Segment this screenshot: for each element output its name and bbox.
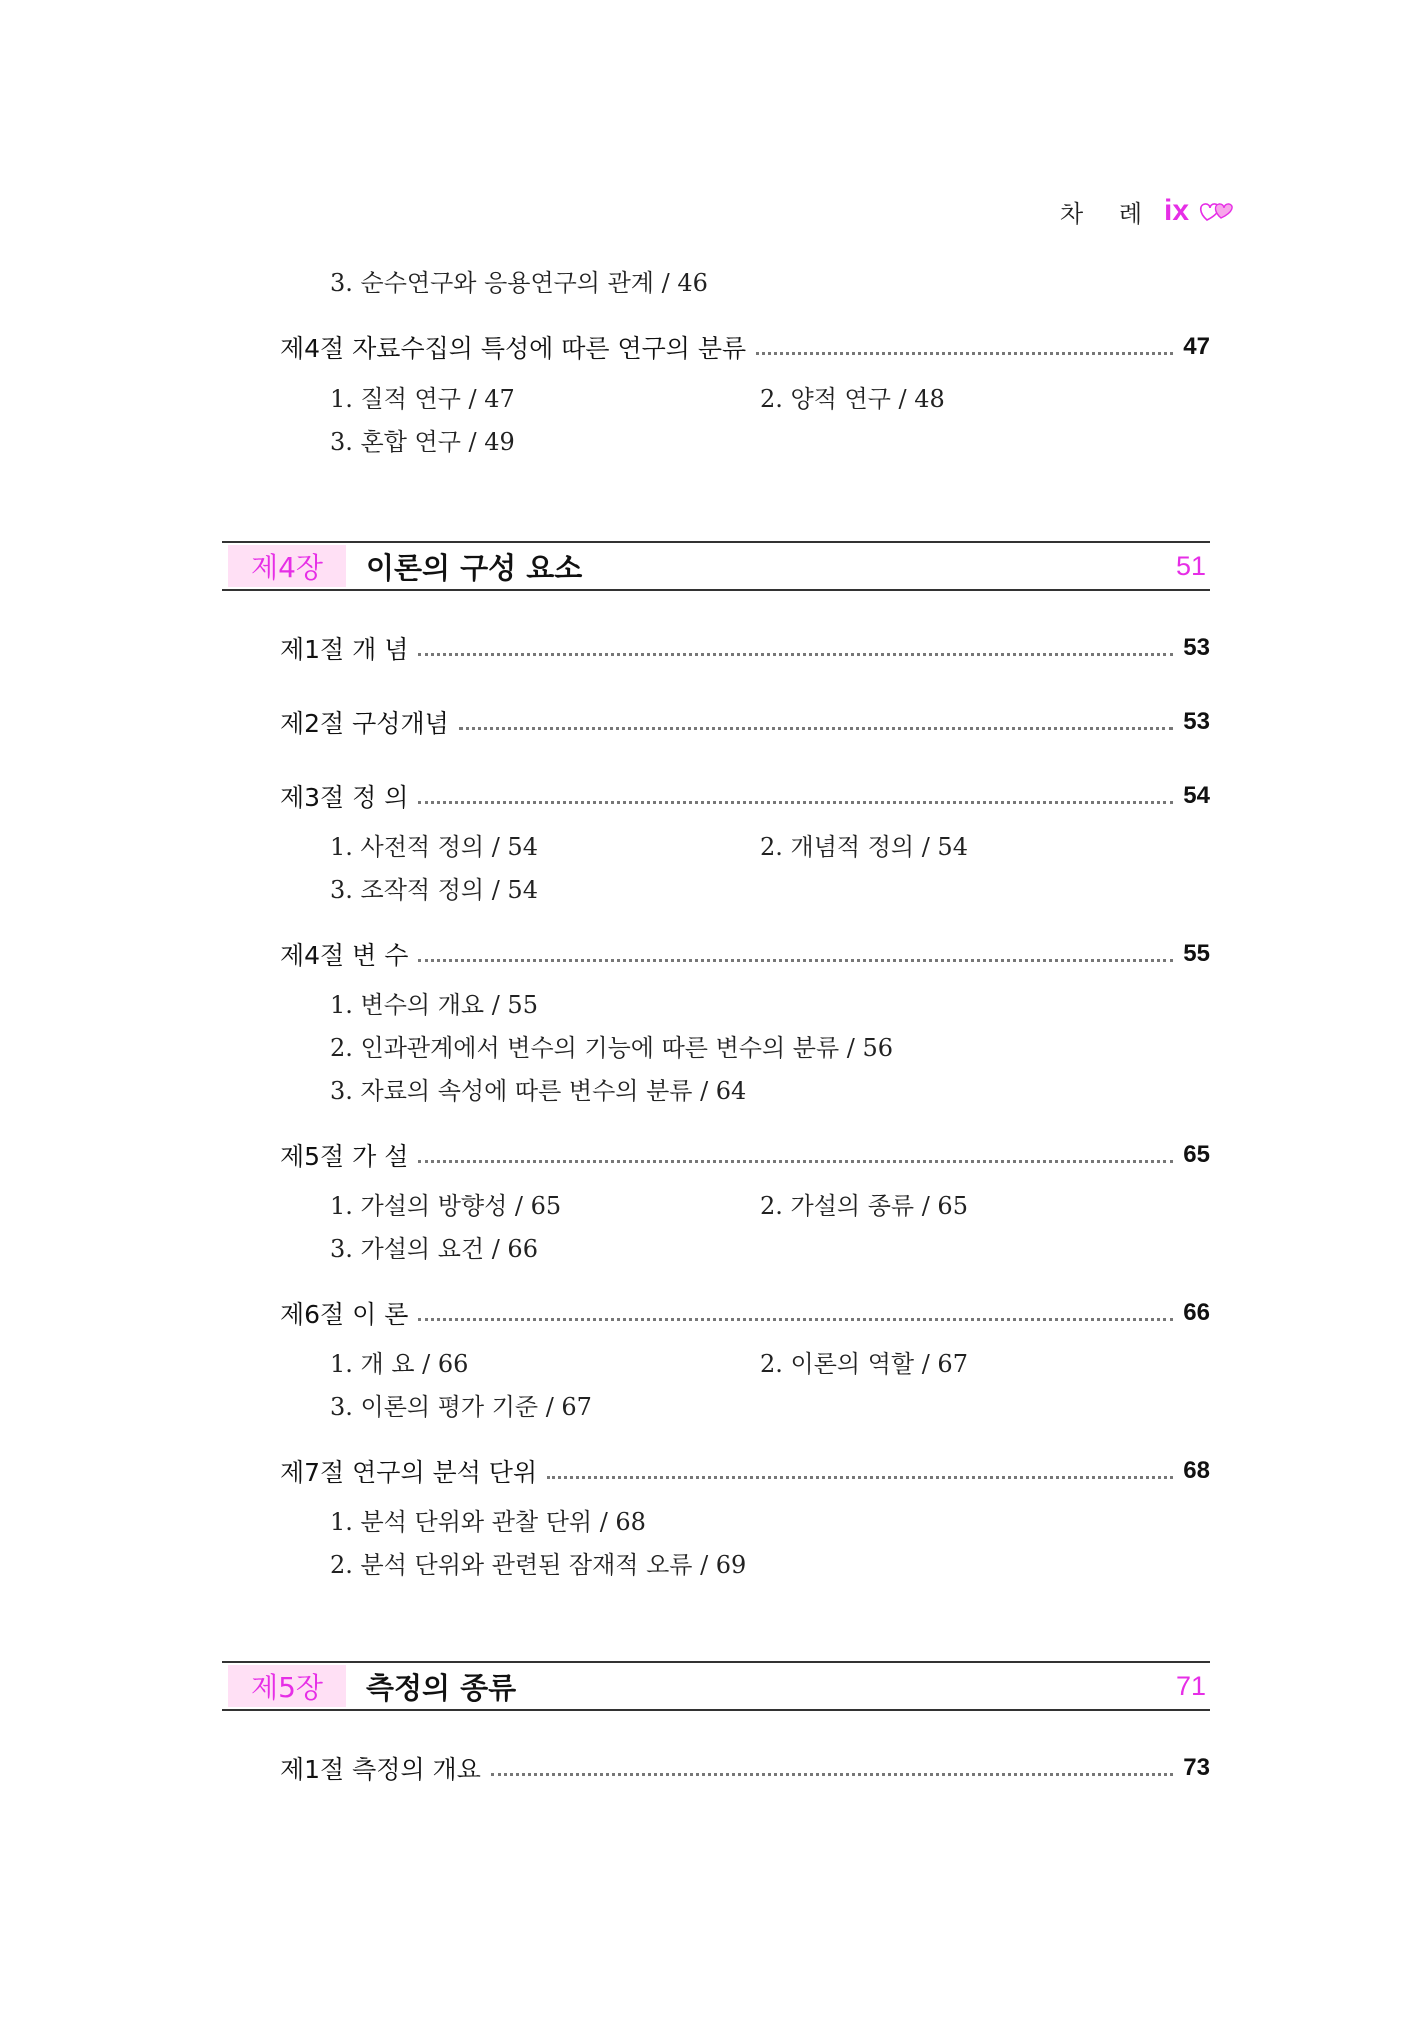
- header-title: 차 례: [1060, 199, 1156, 228]
- toc-section[interactable]: [280, 633, 1210, 663]
- section-label: 제1절 개 념: [280, 635, 409, 664]
- leader-dots: [491, 1773, 1173, 1776]
- section-page: 53: [1183, 708, 1210, 735]
- toc-entry[interactable]: 1. 개 요 / 66: [330, 1350, 469, 1378]
- section-label: 제2절 구성개념: [280, 709, 449, 738]
- chapter-heading[interactable]: [222, 541, 1210, 591]
- leader-dots: [418, 653, 1173, 656]
- leader-dots: [547, 1476, 1173, 1479]
- chapter-page: 51: [1175, 550, 1206, 581]
- toc-entry[interactable]: 2. 개념적 정의 / 54: [760, 833, 968, 861]
- leader-dots: [418, 959, 1173, 962]
- toc-section[interactable]: [280, 781, 1210, 811]
- toc-entry[interactable]: 3. 조작적 정의 / 54: [330, 876, 538, 904]
- toc-entry[interactable]: 2. 이론의 역할 / 67: [760, 1350, 968, 1378]
- section-page: 68: [1183, 1457, 1210, 1484]
- chapter-number: 제5장: [228, 1665, 346, 1707]
- toc-section[interactable]: [280, 1298, 1210, 1328]
- section-page: 65: [1183, 1141, 1210, 1168]
- hearts-ornament-icon: [1197, 198, 1237, 224]
- toc-entry[interactable]: 1. 변수의 개요 / 55: [330, 991, 538, 1019]
- section-label: 제7절 연구의 분석 단위: [280, 1458, 538, 1487]
- section-page: 47: [1183, 333, 1210, 360]
- section-page: 54: [1183, 782, 1210, 809]
- section-label: 제1절 측정의 개요: [280, 1755, 481, 1784]
- toc-entry[interactable]: 1. 분석 단위와 관찰 단위 / 68: [330, 1508, 646, 1536]
- toc-entry[interactable]: 2. 양적 연구 / 48: [760, 385, 945, 413]
- chapter-number: 제4장: [228, 545, 346, 587]
- leader-dots: [418, 1160, 1173, 1163]
- chapter-page: 71: [1175, 1670, 1206, 1701]
- leader-dots: [459, 727, 1174, 730]
- running-header: [1060, 186, 1260, 236]
- section-label: 제5절 가 설: [280, 1142, 409, 1171]
- toc-entry[interactable]: 3. 가설의 요건 / 66: [330, 1235, 538, 1263]
- chapter-heading[interactable]: [222, 1661, 1210, 1711]
- toc-section[interactable]: [280, 1753, 1210, 1783]
- section-page: 53: [1183, 634, 1210, 661]
- toc-section[interactable]: [280, 1456, 1210, 1486]
- toc-section[interactable]: [280, 332, 1210, 362]
- toc-section[interactable]: [280, 1140, 1210, 1170]
- chapter-title: 측정의 종류: [366, 1670, 517, 1705]
- toc-entry[interactable]: 1. 가설의 방향성 / 65: [330, 1192, 562, 1220]
- section-label: 제6절 이 론: [280, 1300, 409, 1329]
- section-label: 제3절 정 의: [280, 783, 409, 812]
- leader-dots: [418, 801, 1173, 804]
- toc-entry[interactable]: 3. 순수연구와 응용연구의 관계 / 46: [330, 269, 708, 297]
- section-page: 55: [1183, 940, 1210, 967]
- toc-entry[interactable]: 3. 혼합 연구 / 49: [330, 428, 515, 456]
- header-page-number: ix: [1164, 194, 1190, 227]
- toc-section[interactable]: [280, 939, 1210, 969]
- toc-entry[interactable]: 1. 질적 연구 / 47: [330, 385, 515, 413]
- toc-entry[interactable]: 3. 자료의 속성에 따른 변수의 분류 / 64: [330, 1077, 747, 1105]
- section-label: 제4절 자료수집의 특성에 따른 연구의 분류: [280, 334, 747, 363]
- chapter-title: 이론의 구성 요소: [366, 550, 583, 585]
- toc-entry[interactable]: 2. 분석 단위와 관련된 잠재적 오류 / 69: [330, 1551, 747, 1579]
- toc-entry[interactable]: 2. 가설의 종류 / 65: [760, 1192, 968, 1220]
- leader-dots: [756, 352, 1173, 355]
- leader-dots: [418, 1318, 1173, 1321]
- section-page: 66: [1183, 1299, 1210, 1326]
- toc-section[interactable]: [280, 707, 1210, 737]
- section-page: 73: [1183, 1754, 1210, 1781]
- toc-entry[interactable]: 2. 인과관계에서 변수의 기능에 따른 변수의 분류 / 56: [330, 1034, 894, 1062]
- section-label: 제4절 변 수: [280, 941, 409, 970]
- toc-entry[interactable]: 3. 이론의 평가 기준 / 67: [330, 1393, 592, 1421]
- toc-entry[interactable]: 1. 사전적 정의 / 54: [330, 833, 538, 861]
